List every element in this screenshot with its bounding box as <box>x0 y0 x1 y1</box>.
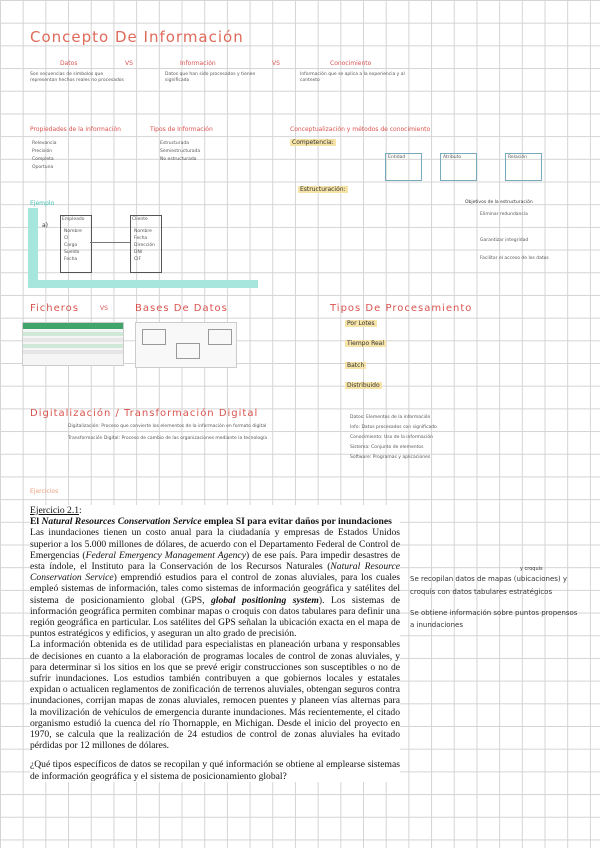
competencia-label: Competencia: <box>292 139 334 146</box>
vs-1: VS <box>125 60 133 67</box>
objetivo-item: Eliminar redundancia <box>480 212 528 217</box>
estructuracion-label: Estructuración: <box>300 186 346 193</box>
p-part: ) de ese país. Para impedir desastres de esta índole, el Instituto para la Conservación de los Recursos Naturales ( <box>30 549 401 573</box>
er-thumbnail <box>135 322 237 368</box>
col-informacion: Información <box>180 60 216 67</box>
exercise-title: Ejercicio 2.1 <box>30 505 80 516</box>
p-part: Las inundaciones tienen un costo anual para la ciudadanía y empresas de Estados Unidos superior a los 5.000 millones de dólares, de acuerdo con el Departamento Federal de Control de Emergencias ( <box>30 527 400 561</box>
answer-note: y croquis <box>520 566 543 572</box>
bd-heading: Bases De Datos <box>135 303 228 314</box>
answer-line: a inundaciones <box>410 621 463 629</box>
exercise-heading <box>30 516 400 527</box>
proc-item: Tiempo Real <box>347 340 385 347</box>
heading-part: El <box>30 516 42 528</box>
definicion: Datos: Elementos de la información <box>350 415 431 420</box>
digitalizacion-item: Transformación Digital: Proceso de cambio de las organizaciones mediante la tecnología <box>68 436 268 441</box>
prop-item: Oportuna <box>32 165 54 170</box>
col-datos: Datos <box>60 60 78 67</box>
tipos-proc-heading: Tipos De Procesamiento <box>330 303 473 314</box>
proc-item: Distribuido <box>347 382 380 389</box>
ejemplo-label: a) <box>42 222 49 229</box>
prop-item: Relevancia <box>32 141 57 146</box>
empleado-title: Empleado <box>62 217 85 222</box>
tipo-item: No estructurada <box>160 157 197 162</box>
tipos-list <box>160 140 200 164</box>
field: Sueldo <box>64 250 80 255</box>
table-label: Relación <box>508 155 528 160</box>
heading-part: emplea SI para evitar daños por inundaciones <box>201 516 392 528</box>
answer-line: croquis con datos tabulares estratégicos <box>410 588 553 596</box>
ficheros-vs: VS <box>100 305 108 312</box>
field: Fecha <box>134 236 148 241</box>
answer-line: Se obtiene información sobre puntos propensos <box>410 609 578 617</box>
field: Fecha <box>64 257 78 262</box>
ejemplo-underline <box>28 280 258 288</box>
info-def: Datos que han sido procesados y tienen significado <box>165 72 256 83</box>
ejemplo-heading: Ejemplo <box>30 200 55 207</box>
answer-line: Se recopilan datos de mapas (ubicaciones) y <box>410 575 568 583</box>
notes-title: Concepto De Información <box>30 28 244 46</box>
ficheros-heading: Ficheros <box>30 303 80 314</box>
definicion: Sistema: Conjunto de elementos <box>350 445 424 450</box>
field: Nombre <box>64 229 82 234</box>
ejercicios-label: Ejercicios <box>30 488 59 495</box>
vs-2: VS <box>272 60 280 67</box>
field: Dirección <box>134 243 156 248</box>
table-thumbnail <box>22 322 124 366</box>
field: Nombre <box>134 229 152 234</box>
table-label: Atributo <box>443 155 462 160</box>
tipo-item: Estructurada <box>160 141 189 146</box>
objetivo-item: Garantizar integridad <box>480 238 529 243</box>
ejemplo-bracket <box>28 208 38 286</box>
p-italic: Federal Emergency Management Agency <box>85 549 246 561</box>
field: DNI <box>134 250 143 255</box>
digitalizacion-heading: Digitalización / Transformación Digital <box>30 408 259 419</box>
exercise-paragraph-2: La información obtenida es de utilidad para especialistas en planeación urbana y responsables de decisiones en cuanto a la elaboración de programas locales de control de zonas aluviales, y para determinar si los sitios en los que se prevé erigir construcciones son susceptibles o no de sufrir inundaciones. Los estudios también contribuyen a que gobiernos locales y estatales expidan o actualicen reglamentos de zonificación de terrenos aluviales, obtengan seguros contra inundaciones, corrijan mapas de zonas aluviales, remocen puentes y planeen vías alternas para la movilización de vehículos de emergencia durante inundaciones. Más recientemente, el citado organismo estudió la cuenca del río Thornapple, en Michigan. Desde el inicio del proyecto en 1970, se calcula que la realización de 24 estudios de control de zonas aluviales ha evitado pérdidas por 12 millones de dólares. <box>30 639 400 752</box>
p-part: ) emprendió estudios para el control de zonas aluviales, para los cuales empleó sistemas de información, tales como sistemas de información geográfica y satélites del sistema de posicionamiento global (GPS, <box>30 572 400 606</box>
exercise-question: ¿Qué tipos específicos de datos se recopilan y qué información se obtiene al emplearse sistemas de información geográfica y el sistema de posicionamiento global? <box>30 759 400 782</box>
objetivos-heading: Objetivos de la estructuración <box>465 200 533 205</box>
definicion: Conocimiento: Uso de la información <box>350 435 433 440</box>
empleado-fields <box>64 228 82 263</box>
exercise-colon: : <box>79 505 82 516</box>
prop-item: Precisión <box>32 149 53 154</box>
conoc-def: Información que se aplica a la experiencia y al contexto <box>300 72 405 83</box>
field: CIF <box>134 257 142 262</box>
col-conocimiento: Conocimiento <box>330 60 372 67</box>
proc-item: Por Lotes <box>347 320 375 327</box>
definicion: Software: Programas y aplicaciones <box>350 455 431 460</box>
tipos-heading: Tipos de Información <box>150 126 213 133</box>
definicion: Info: Datos procesados con significado <box>350 425 437 430</box>
p-italic: global positioning system <box>210 594 319 606</box>
proc-item: Batch <box>347 362 365 369</box>
field: CI <box>64 236 69 241</box>
field: Cargo <box>64 243 78 248</box>
propiedades-list <box>32 140 56 172</box>
p-italic: Natural Resource Conservation Service <box>30 561 401 584</box>
exercise-card <box>30 505 400 782</box>
prop-item: Completa <box>32 157 54 162</box>
exercise-paragraph-1 <box>30 527 400 639</box>
datos-def: Son secuencias de símbolos que representan hechos reales no procesados <box>30 72 124 83</box>
table-label: Entidad <box>388 155 406 160</box>
objetivo-item: Facilitar el acceso de los datos <box>480 256 549 261</box>
definiciones <box>350 413 437 463</box>
cliente-title: Cliente <box>132 217 148 222</box>
heading-italic: Natural Resources Conservation Service <box>41 516 202 528</box>
cliente-fields <box>134 228 155 263</box>
digitalizacion-item: Digitalización: Proceso que convierte los elementos de la información en formato digital <box>68 424 267 429</box>
tipo-item: Semiestructurada <box>160 149 201 154</box>
relation-line <box>90 242 130 243</box>
conceptos-heading: Conceptualización y métodos de conocimiento <box>290 126 431 133</box>
p-part: ). Los sistemas de información geográfica permiten combinar mapas o croquis con datos tabulares para definir una región geográfica en particular. Los satélites del GPS señalan la ubicación exacta en el mapa de puntos estratégicos y edificios, y aseguran un alto grado de precisión. <box>30 594 400 640</box>
propiedades-heading: Propiedades de la información <box>30 126 121 133</box>
